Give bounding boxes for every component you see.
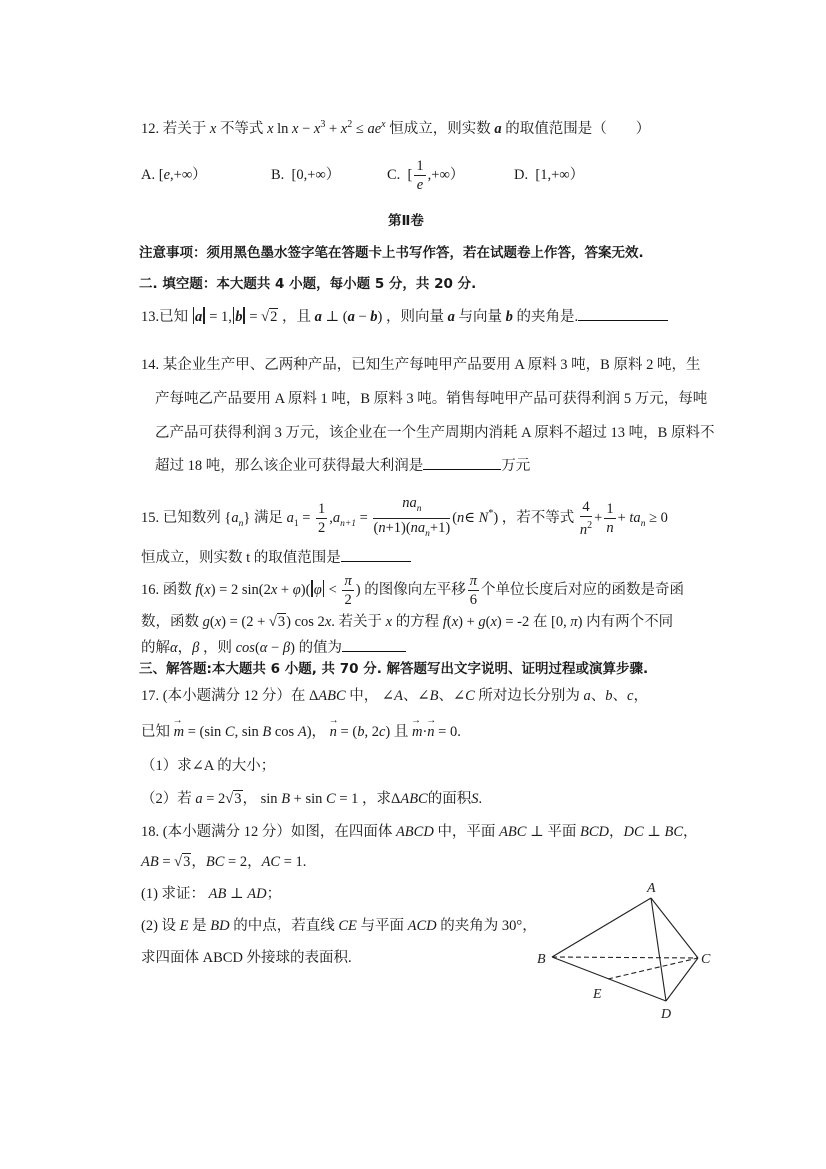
q12-expression: x xyxy=(267,121,274,137)
tetrahedron-figure xyxy=(520,870,720,1030)
question-18-part-2-line-2: 求四面体 ABCD 外接球的表面积. xyxy=(141,950,352,966)
question-12: 12. 若关于 x 不等式 x $\ln x - x^3 + x^2 \le ae^x$ 恒成立，则实数 a 的取值范围是（ ） xyxy=(141,119,651,137)
question-18-part-1: (1) 求证： AB ⊥ AD； xyxy=(141,886,282,902)
question-14-line-4: 超过 18 吨，那么该企业可获得最大利润是 万元 xyxy=(155,455,530,476)
answer-blank-15[interactable] xyxy=(341,547,411,562)
label-d: D xyxy=(661,1007,672,1022)
notice: 注意事项：须用黑色墨水签字笔在答题卡上书写作答，若在试题卷上作答，答案无效. xyxy=(139,245,644,261)
answer-blank-14[interactable] xyxy=(423,455,501,470)
section-fill-in: 二. 填空题：本大题共 4 小题，每小题 5 分，共 20 分. xyxy=(139,276,477,292)
question-17: 17. (本小题满分 12 分）在 ΔABC 中， ∠A、∠B、∠C 所对边长分别为 a、b、c， xyxy=(141,688,648,704)
question-14-line-1: 14. 某企业生产甲、乙两种产品，已知生产每吨甲产品要用 A 原料 3 吨，B 原料 2 吨，生 xyxy=(141,357,701,373)
question-18: 18. (本小题满分 12 分）如图，在四面体 ABCD 中，平面 ABC ⊥ 平面 BCD，DC ⊥ BC， xyxy=(141,824,698,840)
section-solutions: 三、解答题:本大题共 6 小题, 共 70 分. 解答题写出文字说明、证明过程或演算步骤. xyxy=(139,661,649,677)
edge-bc-hidden xyxy=(552,957,698,958)
question-17-part-1: （1）求∠A 的大小； xyxy=(141,758,276,774)
label-e: E xyxy=(593,987,602,1002)
q12-options xyxy=(141,158,661,205)
question-16-line-2: 数，函数 g(x) = (2 + √3) cos 2x. 若关于 x 的方程 f(x) + g(x) = -2 在 [0, π) 内有两个不同 xyxy=(141,614,674,630)
question-15: 15. 已知数列 $\{a_n\}$ 满足 $a_1$ = $\frac{1}{2}$ $,a_{n+1}$ = $\frac{na_n}{(n+1)(na_n+1)}$ (n∈ N*) ，若不等式 $\frac{4}{n^2}$ + $\frac{1}{n}$ + $ta_n \ge 0$ xyxy=(141,495,668,539)
question-17-part-2: （2）若 a = 2√3， sin B + sin C = 1 ，求ΔABC的面积S. xyxy=(141,791,483,807)
option-b: B. [0,+∞） xyxy=(271,167,341,183)
option-a: A. [e,+∞） xyxy=(141,167,207,183)
label-c: C xyxy=(701,952,711,967)
answer-blank-13[interactable] xyxy=(578,306,668,321)
question-14-line-2: 产每吨乙产品要用 A 原料 1 吨，B 原料 3 吨。销售每吨甲产品可获得利润 5 万元，每吨 xyxy=(155,391,708,407)
question-16: 16. 函数 f(x) = 2 sin(2x + φ)( φ < $\frac{\pi}{2}$ ) 的图像向左平移 $\frac{\pi}{6}$ 个单位长度后对应的函数是奇函 xyxy=(141,573,684,609)
question-18-part-2: (2) 设 E 是 BD 的中点，若直线 CE 与平面 ACD 的夹角为 30°， xyxy=(141,918,537,934)
question-16-line-3: 的解α，β ，则 cos(α − β) 的值为 xyxy=(141,637,406,658)
option-c: C. [ $\frac{1}{e}$ ,+∞） xyxy=(387,158,465,193)
edge-ab xyxy=(552,898,651,957)
label-a: A xyxy=(647,881,656,896)
question-15-line-2: 恒成立，则实数 t 的取值范围是 xyxy=(141,547,411,568)
question-17-line-2: 已知 → m = (sin C, sin B cos A)， → n = (b, 2c) 且 → m·→ n = 0. xyxy=(141,722,461,742)
option-d: D. [1,+∞） xyxy=(514,167,585,183)
label-b: B xyxy=(537,952,546,967)
answer-blank-16[interactable] xyxy=(342,637,406,652)
question-14-line-3: 乙产品可获得利润 3 万元，该企业在一个生产周期内消耗 A 原料不超过 13 吨，B 原料不 xyxy=(155,425,715,441)
question-13: 13.已知 a = 1, b = √2 ，且 a ⊥ (a − b) ，则向量 a 与向量 b 的夹角是. xyxy=(141,306,668,327)
part-2-title: 第Ⅱ卷 xyxy=(388,213,424,229)
question-18-line-2: AB = √3，BC = 2，AC = 1. xyxy=(141,854,307,870)
